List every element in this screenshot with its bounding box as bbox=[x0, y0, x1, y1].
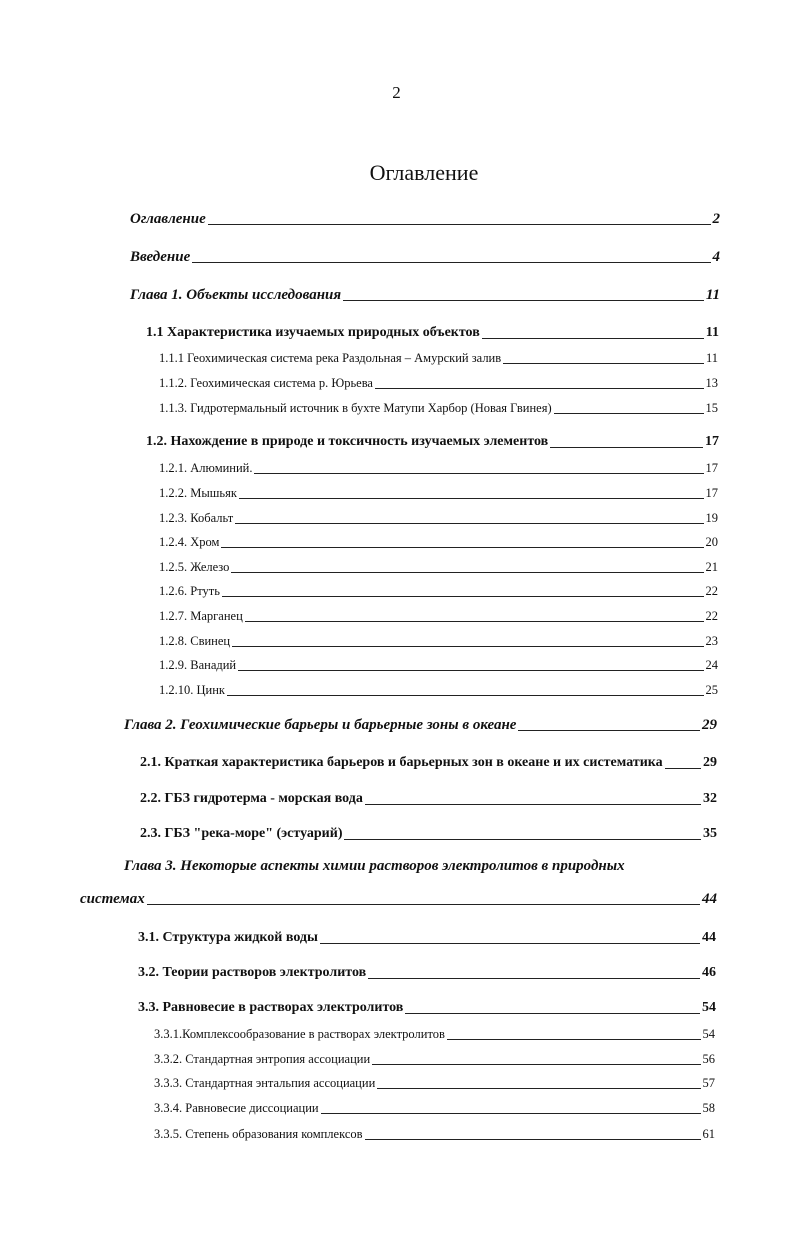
dot-leader bbox=[227, 695, 704, 696]
dot-leader bbox=[147, 904, 700, 905]
toc-entry-2-3[interactable] bbox=[140, 821, 717, 843]
toc-entry-1-1-1[interactable] bbox=[159, 345, 718, 367]
toc-label: 1.1.2. Геохимическая система р. Юрьева bbox=[159, 376, 373, 390]
toc-title: Оглавление bbox=[369, 160, 479, 185]
dot-leader bbox=[482, 338, 704, 339]
toc-page: 11 bbox=[705, 287, 720, 303]
toc-label: 1.2.4. Хром bbox=[159, 535, 220, 549]
toc-label: 2.2. ГБЗ гидротерма - морская вода bbox=[140, 791, 363, 806]
toc-entry-3-3-2[interactable] bbox=[154, 1046, 715, 1068]
toc-entry-1-1-2[interactable] bbox=[159, 370, 718, 392]
toc-entry-3-3[interactable] bbox=[138, 995, 716, 1017]
toc-label: 1.2.7. Марганец bbox=[159, 609, 243, 623]
toc-page: 19 bbox=[705, 511, 718, 525]
toc-page: 13 bbox=[705, 376, 718, 390]
toc-entry-introduction[interactable] bbox=[130, 244, 720, 266]
toc-page: 11 bbox=[705, 325, 719, 340]
toc-label: 3.1. Структура жидкой воды bbox=[138, 930, 318, 945]
toc-entry-3-3-3[interactable] bbox=[154, 1070, 715, 1092]
toc-label: Глава 2. Геохимические барьеры и барьерные зоны в океане bbox=[124, 717, 517, 733]
toc-label: 3.2. Теории растворов электролитов bbox=[138, 965, 367, 980]
toc-entry-1-2-1[interactable] bbox=[159, 455, 718, 477]
toc-page: 56 bbox=[702, 1052, 715, 1066]
toc-label: 3.3. Равновесие в растворах электролитов bbox=[138, 1000, 404, 1015]
toc-entry-3-1[interactable] bbox=[138, 925, 716, 947]
toc-entry-2-1[interactable] bbox=[140, 750, 717, 772]
toc-entry-chapter-1[interactable] bbox=[130, 282, 720, 304]
toc-page: 11 bbox=[705, 351, 718, 365]
toc-label: 1.1.1 Геохимическая система река Раздольная – Амурский залив bbox=[159, 351, 502, 365]
dot-leader bbox=[221, 547, 703, 548]
toc-label: 1.2.1. Алюминий. bbox=[159, 461, 253, 475]
toc-page: 21 bbox=[705, 560, 718, 574]
toc-page: 4 bbox=[712, 249, 720, 265]
toc-label: 3.3.3. Стандартная энтальпия ассоциации bbox=[154, 1076, 376, 1090]
dot-leader bbox=[321, 1113, 701, 1114]
toc-entry-2-2[interactable] bbox=[140, 786, 717, 808]
toc-entry-1-2-5[interactable] bbox=[159, 554, 718, 576]
toc-page: 22 bbox=[705, 609, 718, 623]
toc-page: 44 bbox=[702, 891, 717, 907]
toc-page: 22 bbox=[705, 584, 718, 598]
dot-leader bbox=[254, 473, 703, 474]
toc-page: 25 bbox=[705, 683, 718, 697]
toc-label: 1.2.9. Ванадий bbox=[159, 658, 237, 672]
toc-label: 1.2.8. Свинец bbox=[159, 634, 231, 648]
dot-leader bbox=[554, 413, 704, 414]
toc-label: 1.1 Характеристика изучаемых природных объектов bbox=[146, 325, 480, 340]
toc-page: 2 bbox=[712, 211, 720, 227]
toc-page: 58 bbox=[702, 1101, 715, 1115]
toc-entry-1-2-7[interactable] bbox=[159, 603, 718, 625]
toc-page: 15 bbox=[705, 401, 718, 415]
dot-leader bbox=[320, 943, 700, 944]
toc-entry-1-2-8[interactable] bbox=[159, 628, 718, 650]
dot-leader bbox=[368, 978, 700, 979]
toc-label: Оглавление bbox=[130, 211, 206, 227]
toc-label: 1.2.6. Ртуть bbox=[159, 584, 220, 598]
dot-leader bbox=[365, 804, 701, 805]
toc-label: Глава 1. Объекты исследования bbox=[130, 287, 342, 303]
dot-leader bbox=[245, 621, 704, 622]
toc-entry-1-2-4[interactable] bbox=[159, 529, 718, 551]
toc-page: 61 bbox=[702, 1127, 715, 1141]
toc-entry-3-3-5[interactable] bbox=[154, 1121, 715, 1143]
toc-page: 29 bbox=[703, 755, 717, 770]
dot-leader bbox=[518, 730, 700, 731]
toc-page: 44 bbox=[702, 930, 716, 945]
dot-leader bbox=[208, 224, 711, 225]
toc-page: 35 bbox=[703, 826, 717, 841]
dot-leader bbox=[550, 447, 703, 448]
toc-page: 17 bbox=[705, 434, 719, 449]
dot-leader bbox=[503, 363, 704, 364]
dot-leader bbox=[192, 262, 710, 263]
dot-leader bbox=[343, 300, 704, 301]
toc-page: 29 bbox=[702, 717, 717, 733]
toc-entry-3-3-4[interactable] bbox=[154, 1095, 715, 1117]
toc-page: 46 bbox=[702, 965, 716, 980]
toc-page: 20 bbox=[705, 535, 718, 549]
toc-label: 3.3.2. Стандартная энтропия ассоциации bbox=[154, 1052, 371, 1066]
toc-entry-1-2-3[interactable] bbox=[159, 505, 718, 527]
toc-page: 24 bbox=[705, 658, 718, 672]
dot-leader bbox=[231, 572, 703, 573]
toc-label: 1.2.2. Мышьяк bbox=[159, 486, 237, 500]
dot-leader bbox=[372, 1064, 700, 1065]
toc-entry-contents[interactable] bbox=[130, 206, 720, 228]
toc-label: 2.3. ГБЗ "река-море" (эстуарий) bbox=[140, 826, 343, 841]
dot-leader bbox=[238, 670, 703, 671]
toc-entry-chapter-3-title[interactable]: Глава 3. Некоторые аспекты химии растворов электролитов в природных bbox=[124, 858, 625, 874]
dot-leader bbox=[375, 388, 704, 389]
toc-entry-1-2-9[interactable] bbox=[159, 652, 718, 674]
dot-leader bbox=[405, 1013, 700, 1014]
toc-entry-1-1-3[interactable] bbox=[159, 395, 718, 417]
toc-entry-1-2-2[interactable] bbox=[159, 480, 718, 502]
toc-label: 3.3.5. Степень образования комплексов bbox=[154, 1127, 363, 1141]
toc-label: 1.1.3. Гидротермальный источник в бухте Матупи Харбор (Новая Гвинея) bbox=[159, 401, 552, 415]
toc-label: 3.3.4. Равновесие диссоциации bbox=[154, 1101, 319, 1115]
toc-label: Введение bbox=[130, 249, 191, 265]
toc-label: 1.2.5. Железо bbox=[159, 560, 230, 574]
dot-leader bbox=[235, 523, 703, 524]
toc-label: 3.3.1.Комплексообразование в растворах электролитов bbox=[154, 1027, 445, 1041]
dot-leader bbox=[344, 839, 701, 840]
dot-leader bbox=[377, 1088, 700, 1089]
toc-page: 54 bbox=[702, 1000, 716, 1015]
dot-leader bbox=[222, 596, 704, 597]
toc-page: 17 bbox=[705, 486, 718, 500]
toc-page: 32 bbox=[703, 791, 717, 806]
toc-page: 23 bbox=[705, 634, 718, 648]
toc-page: 54 bbox=[702, 1027, 715, 1041]
dot-leader bbox=[665, 768, 701, 769]
toc-label: 1.2.3. Кобальт bbox=[159, 511, 234, 525]
dot-leader bbox=[365, 1139, 701, 1140]
toc-entry-1-1[interactable] bbox=[146, 320, 719, 342]
dot-leader bbox=[232, 646, 703, 647]
toc-entry-1-2[interactable] bbox=[146, 429, 719, 451]
toc-entry-1-2-10[interactable] bbox=[159, 677, 718, 699]
toc-label: 1.2. Нахождение в природе и токсичность изучаемых элементов bbox=[146, 434, 549, 449]
toc-entry-chapter-3[interactable] bbox=[80, 886, 717, 908]
dot-leader bbox=[239, 498, 704, 499]
toc-label: 2.1. Краткая характеристика барьеров и барьерных зон в океане и их систематика bbox=[140, 755, 663, 770]
toc-label: 1.2.10. Цинк bbox=[159, 683, 225, 697]
dot-leader bbox=[447, 1039, 701, 1040]
page-number: 2 bbox=[392, 83, 401, 102]
toc-entry-3-2[interactable] bbox=[138, 960, 716, 982]
toc-entry-1-2-6[interactable] bbox=[159, 578, 718, 600]
toc-page: 57 bbox=[702, 1076, 715, 1090]
toc-entry-chapter-2[interactable] bbox=[124, 712, 717, 734]
toc-label: системах bbox=[80, 891, 145, 907]
toc-entry-3-3-1[interactable] bbox=[154, 1021, 715, 1043]
toc-page: 17 bbox=[705, 461, 718, 475]
